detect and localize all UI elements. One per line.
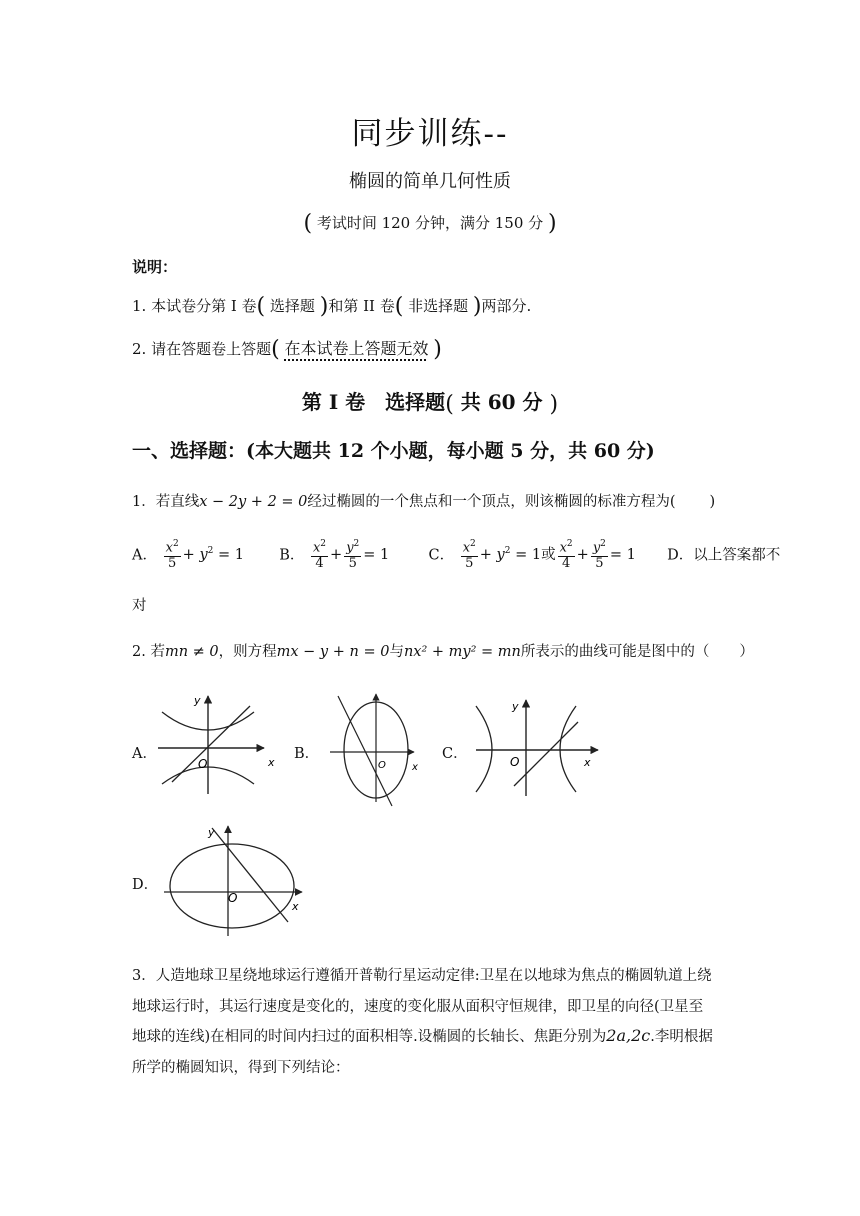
figure-a — [150, 690, 290, 800]
note-item-2 — [132, 336, 442, 362]
question-3-line-2: 地球运行时，其运行速度是变化的，速度的变化服从面积守恒规律，即卫星的向径(卫星至 — [132, 999, 704, 1015]
figure-a-label: A． — [132, 746, 157, 762]
y-label: y — [208, 826, 215, 839]
origin-label: O — [378, 760, 386, 771]
paren: ( — [394, 294, 404, 319]
exam-info-open: ( — [303, 211, 313, 236]
q3-line3-prefix: 地球的连线)在相同的时间内扫过的面积相等.设椭圆的长轴长、焦距分别为 — [132, 1029, 607, 1045]
note-1-suffix: 两部分. — [481, 297, 532, 315]
question-2-stem — [132, 640, 754, 661]
note-item-1 — [132, 294, 531, 319]
exam-info — [0, 211, 860, 236]
q1-blank-end: ) — [709, 494, 716, 510]
hyperbola-left-branch — [476, 706, 492, 792]
line — [212, 828, 288, 922]
y-label: y — [512, 700, 519, 713]
q1-prefix: 1．若直线 — [132, 494, 200, 510]
option-a-formula: $\frac{x^2}{5}$ + $y^2 = 1$ — [165, 539, 249, 571]
figure-d — [160, 822, 310, 940]
option-d-text: 以上答案都不 — [693, 547, 781, 564]
q1-equation: x − 2y + 2 = 0 — [199, 494, 308, 510]
figure-c-label: C． — [442, 746, 468, 762]
paren: ( — [271, 337, 280, 362]
question-3-line-4: 所学的椭圆知识，得到下列结论： — [132, 1060, 350, 1076]
exam-info-close: ) — [547, 211, 557, 236]
note-2-prefix: 2. 请在答题卷上答题 — [132, 340, 272, 358]
fraction: $\frac{x^2}{5}$ — [462, 539, 476, 571]
fraction: $\frac{x^2}{4}$ — [559, 539, 573, 571]
q2-blank-end: ） — [739, 644, 754, 660]
note-1-prefix: 1. 本试卷分第 I 卷 — [132, 297, 257, 315]
line — [514, 722, 578, 786]
section-heading-paren-text: 共 60 分 — [460, 390, 543, 414]
option-c-label: C． — [428, 547, 455, 564]
ellipse — [170, 844, 294, 928]
y-label: y — [194, 694, 201, 707]
x-label: x — [584, 756, 591, 769]
paren: ) — [472, 294, 482, 319]
q1-suffix: 经过椭圆的一个焦点和一个顶点，则该椭圆的标准方程为( — [307, 494, 676, 510]
paren: ) — [319, 294, 329, 319]
q2-mid1: ，则方程 — [218, 644, 277, 660]
note-2-emphasis: 在本试卷上答题无效 — [284, 339, 429, 358]
q2-prefix: 2. 若 — [132, 644, 165, 660]
section-heading-text: 第 I 卷 选择题 — [301, 390, 446, 414]
question-1-options — [132, 540, 780, 571]
page-title: 同步训练-- — [351, 116, 509, 152]
figure-c — [468, 694, 608, 800]
figure-d-label: D． — [132, 877, 159, 893]
origin-label: O — [198, 757, 208, 771]
question-1-stem — [132, 490, 715, 511]
paren: ) — [433, 337, 442, 362]
fraction: $\frac{y^2}{5}$ — [592, 539, 606, 571]
q2-equation-2: nx² + my² = mn — [403, 644, 521, 660]
part-heading: 一、选择题：(本大题共 12 个小题，每小题 5 分，共 60 分) — [132, 440, 655, 462]
origin-label: O — [510, 755, 520, 769]
line — [172, 706, 250, 782]
q2-condition: mn ≠ 0 — [164, 644, 219, 660]
page-subtitle: 椭圆的简单几何性质 — [349, 171, 511, 192]
hyperbola-right-branch — [560, 706, 576, 792]
fraction: $\frac{x^2}{5}$ — [165, 539, 179, 571]
option-c-or: 或 — [541, 547, 556, 564]
q2-equation-1: mx − y + n = 0 — [276, 644, 390, 660]
x-label: x — [292, 900, 299, 913]
fraction: $\frac{x^2}{4}$ — [312, 539, 327, 571]
note-1-mid: 和第 II 卷 — [328, 297, 395, 315]
fraction: $\frac{y^2}{5}$ — [346, 539, 360, 571]
exam-info-text: 考试时间 120 分钟，满分 150 分 — [316, 214, 544, 232]
origin-label: O — [228, 891, 238, 905]
figure-b — [324, 690, 424, 808]
section-heading — [0, 386, 860, 417]
option-d-continuation: 对 — [132, 598, 147, 614]
option-c-formula: $\frac{x^2}{5}$ + $y^2 = 1$或 $\frac{x^2}{4}$ + $\frac{y^2}{5}$ = 1 — [462, 539, 641, 571]
notes-heading: 说明： — [132, 258, 178, 276]
option-a-label: A． — [132, 547, 157, 564]
x-label: x — [268, 756, 275, 769]
option-b-formula: $\frac{x^2}{4}$ + $\frac{y^2}{5}$ = 1 — [312, 539, 394, 571]
figure-b-label: B． — [294, 746, 320, 762]
paren: ( — [445, 392, 454, 417]
q2-mid2: 与 — [389, 644, 404, 660]
q2-suffix: 所表示的曲线可能是图中的（ — [520, 644, 710, 660]
note-1-part2: 非选择题 — [408, 297, 469, 315]
option-b-label: B． — [279, 547, 305, 564]
paren: ( — [256, 294, 266, 319]
note-1-part1: 选择题 — [269, 297, 315, 315]
q3-math: 2a,2c — [606, 1026, 651, 1045]
question-3-line-3 — [132, 1025, 713, 1046]
question-3-line-1: 3．人造地球卫星绕地球运行遵循开普勒行星运动定律:卫星在以地球为焦点的椭圆轨道上绕 — [132, 968, 712, 984]
x-label: x — [412, 762, 418, 773]
q3-line3-suffix: .李明根据 — [650, 1029, 713, 1045]
option-d-label: D． — [667, 547, 694, 564]
paren: ) — [549, 392, 559, 417]
line — [338, 696, 392, 806]
